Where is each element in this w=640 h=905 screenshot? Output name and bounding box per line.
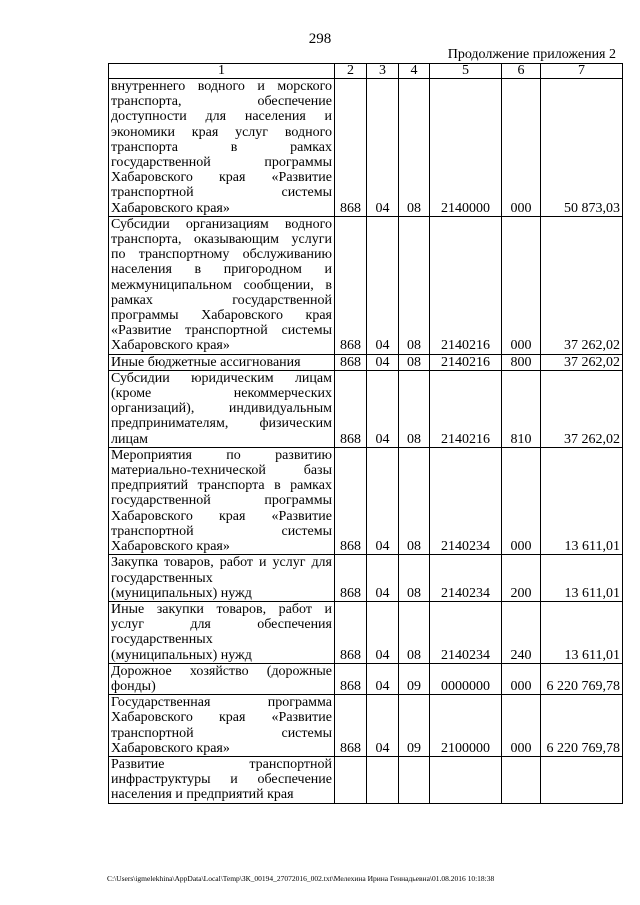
row-name-line: Дорожное хозяйство (дорожные: [111, 663, 332, 679]
row-name-line: населения в пригородном и: [111, 262, 332, 278]
table-row: [109, 756, 623, 803]
subsection-code-cell: 08: [399, 447, 430, 554]
amount-cell: 6 220 769,78: [541, 663, 623, 694]
row-name-line: Хабаровского края «Развитие: [111, 170, 332, 186]
row-name-line: транспортной системы: [111, 523, 332, 539]
row-name-line: межмуниципальном сообщении, в: [111, 277, 332, 293]
row-name-line: инфраструктуры и обеспечение: [111, 772, 332, 788]
column-header: 7: [541, 64, 623, 79]
row-name-line: Государственная программа: [111, 695, 332, 711]
subsection-code-cell: 08: [399, 79, 430, 217]
continuation-note: Продолжение приложения 2: [447, 47, 616, 62]
row-name-line: населения и предприятий края: [111, 787, 294, 803]
amount-cell: 13 611,01: [541, 447, 623, 554]
row-name-line: транспортной системы: [111, 725, 332, 741]
subsection-code-cell: 08: [399, 216, 430, 354]
expense-type-cell: 800: [502, 354, 541, 370]
table-row: [109, 354, 623, 370]
table-row: [109, 695, 623, 757]
section-code-cell: 04: [367, 370, 399, 447]
target-article-cell: 2100000: [430, 695, 502, 757]
row-name-line: Развитие транспортной: [111, 756, 332, 772]
target-article-cell: 2140000: [430, 79, 502, 217]
row-name-cell: [109, 555, 335, 602]
row-name-line: рамках государственной: [111, 292, 332, 308]
ministry-code-cell: [335, 756, 367, 803]
amount-cell: 6 220 769,78: [541, 695, 623, 757]
row-name-cell: [109, 447, 335, 554]
row-name-line: программы Хабаровского края: [111, 308, 332, 324]
row-name-line: Хабаровского края «Развитие: [111, 710, 332, 726]
file-path-footer: C:\Users\igmelekhina\AppData\Local\Temp\ЗК_00194_27072016_002.txt\Мелехина Ирина Геннадьевна\01.08.2016 10:18:38: [107, 874, 495, 883]
row-name-line: фонды): [111, 678, 156, 694]
row-name-line: экономики края услуг водного: [111, 124, 332, 140]
row-name-line: предпринимателям, физическим: [111, 416, 332, 432]
table-header-row: [109, 64, 623, 79]
row-name-cell: [109, 79, 335, 217]
table-row: [109, 370, 623, 447]
expense-type-cell: 000: [502, 447, 541, 554]
row-name-line: (кроме некоммерческих: [111, 386, 332, 402]
table-row: [109, 601, 623, 663]
row-name-line: внутреннего водного и морского: [111, 79, 332, 94]
ministry-code-cell: 868: [335, 216, 367, 354]
ministry-code-cell: 868: [335, 370, 367, 447]
subsection-code-cell: [399, 756, 430, 803]
table-row: [109, 663, 623, 694]
subsection-code-cell: 09: [399, 695, 430, 757]
section-code-cell: 04: [367, 555, 399, 602]
target-article-cell: 2140234: [430, 601, 502, 663]
row-name-line: предприятий транспорта в рамках: [111, 478, 332, 494]
target-article-cell: [430, 756, 502, 803]
column-header: 3: [367, 64, 399, 79]
column-header: 1: [109, 64, 335, 79]
subsection-code-cell: 09: [399, 663, 430, 694]
ministry-code-cell: 868: [335, 695, 367, 757]
amount-cell: 13 611,01: [541, 555, 623, 602]
row-name-line: доступности для населения и: [111, 109, 332, 125]
expense-type-cell: 000: [502, 79, 541, 217]
row-name-line: «Развитие транспортной системы: [111, 323, 332, 339]
row-name-line: транспортной системы: [111, 185, 332, 201]
amount-cell: 37 262,02: [541, 354, 623, 370]
column-header: 6: [502, 64, 541, 79]
target-article-cell: 2140234: [430, 555, 502, 602]
section-code-cell: 04: [367, 695, 399, 757]
row-name-line: транспорта, обеспечение: [111, 94, 332, 110]
row-name-line: государственной программы: [111, 493, 332, 509]
target-article-cell: 2140234: [430, 447, 502, 554]
page-number: 298: [308, 31, 332, 47]
column-header: 5: [430, 64, 502, 79]
row-name-line: (муниципальных) нужд: [111, 647, 252, 663]
row-name-line: материально-технической базы: [111, 463, 332, 479]
section-code-cell: [367, 756, 399, 803]
row-name-line: лицам: [111, 431, 149, 447]
row-name-line: Хабаровского края»: [111, 539, 230, 555]
amount-cell: 50 873,03: [541, 79, 623, 217]
ministry-code-cell: 868: [335, 79, 367, 217]
section-code-cell: 04: [367, 663, 399, 694]
expense-type-cell: 000: [502, 695, 541, 757]
subsection-code-cell: 08: [399, 370, 430, 447]
row-name-line: Закупка товаров, работ и услуг для: [111, 555, 332, 571]
row-name-line: Субсидии организациям водного: [111, 216, 332, 232]
expense-type-cell: 810: [502, 370, 541, 447]
target-article-cell: 2140216: [430, 354, 502, 370]
row-name-line: организаций), индивидуальным: [111, 401, 332, 417]
row-name-cell: [109, 354, 335, 370]
target-article-cell: 2140216: [430, 370, 502, 447]
column-header: 2: [335, 64, 367, 79]
subsection-code-cell: 08: [399, 555, 430, 602]
table-row: [109, 79, 623, 217]
expense-type-cell: 240: [502, 601, 541, 663]
expense-type-cell: 000: [502, 216, 541, 354]
target-article-cell: 0000000: [430, 663, 502, 694]
amount-cell: 37 262,02: [541, 370, 623, 447]
row-name-line: транспорта в рамках: [111, 139, 332, 155]
table-row: [109, 447, 623, 554]
row-name-cell: [109, 216, 335, 354]
subsection-code-cell: 08: [399, 354, 430, 370]
row-name-line: услуг для обеспечения: [111, 617, 332, 633]
table-row: [109, 216, 623, 354]
row-name-line: Хабаровского края»: [111, 338, 230, 354]
amount-cell: 13 611,01: [541, 601, 623, 663]
row-name-line: транспорта, оказывающим услуги: [111, 232, 332, 248]
row-name-line: государственных: [111, 632, 213, 648]
row-name-cell: [109, 601, 335, 663]
section-code-cell: 04: [367, 79, 399, 217]
expense-type-cell: 000: [502, 663, 541, 694]
row-name-line: Хабаровского края»: [111, 200, 230, 216]
row-name-line: Иные бюджетные ассигнования: [111, 354, 301, 370]
amount-cell: [541, 756, 623, 803]
ministry-code-cell: 868: [335, 354, 367, 370]
expense-type-cell: 200: [502, 555, 541, 602]
row-name-line: государственной программы: [111, 155, 332, 171]
row-name-line: по транспортному обслуживанию: [111, 247, 332, 263]
amount-cell: 37 262,02: [541, 216, 623, 354]
row-name-line: Мероприятия по развитию: [111, 447, 332, 463]
table-row: [109, 555, 623, 602]
row-name-line: Субсидии юридическим лицам: [111, 370, 332, 386]
row-name-line: государственных: [111, 570, 213, 586]
section-code-cell: 04: [367, 447, 399, 554]
row-name-cell: [109, 663, 335, 694]
ministry-code-cell: 868: [335, 663, 367, 694]
row-name-line: Иные закупки товаров, работ и: [111, 601, 332, 617]
row-name-cell: [109, 370, 335, 447]
column-header: 4: [399, 64, 430, 79]
budget-table: [108, 63, 623, 804]
section-code-cell: 04: [367, 216, 399, 354]
row-name-line: Хабаровского края «Развитие: [111, 508, 332, 524]
ministry-code-cell: 868: [335, 447, 367, 554]
subsection-code-cell: 08: [399, 601, 430, 663]
row-name-line: (муниципальных) нужд: [111, 585, 252, 601]
expense-type-cell: [502, 756, 541, 803]
row-name-line: Хабаровского края»: [111, 740, 230, 756]
section-code-cell: 04: [367, 601, 399, 663]
row-name-cell: [109, 695, 335, 757]
row-name-cell: [109, 756, 335, 803]
ministry-code-cell: 868: [335, 555, 367, 602]
target-article-cell: 2140216: [430, 216, 502, 354]
ministry-code-cell: 868: [335, 601, 367, 663]
section-code-cell: 04: [367, 354, 399, 370]
